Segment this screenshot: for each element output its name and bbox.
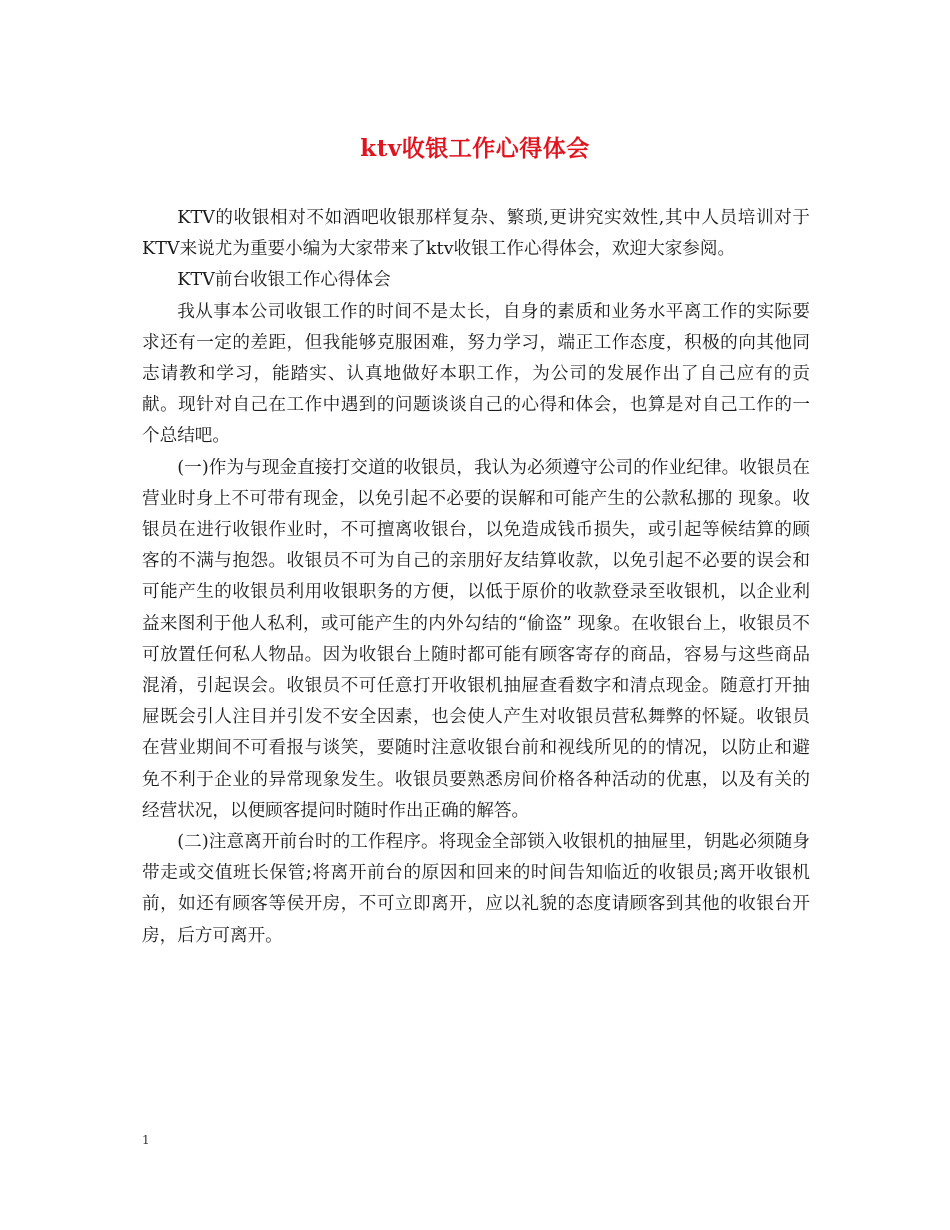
document-body: [142, 203, 810, 952]
paragraph-section-one: (一)作为与现金直接打交道的收银员，我认为必须遵守公司的作业纪律。收银员在营业时身上不可带有现金，以免引起不必要的误解和可能产生的公款私挪的 现象。收银员在进行收银作业时，不可擅离收银台，以免造成钱币损失，或引起等候结算的顾客的不满与抱怨。收银员不可为自己的亲朋好友结算收款，以免引起不必要的误会和可能产生的收银员利用收银职务的方便，以低于原价的收款登录至收银机，以企业利益来图利于他人私利，或可能产生的内外勾结的“偷盗” 现象。在收银台上，收银员不可放置任何私人物品。因为收银台上随时都可能有顾客寄存的商品，容易与这些商品混淆，引起误会。收银员不可任意打开收银机抽屉查看数字和清点现金。随意打开抽屉既会引人注目并引发不安全因素，也会使人产生对收银员营私舞弊的怀疑。收银员在营业期间不可看报与谈笑，要随时注意收银台前和视线所见的的情况，以防止和避免不利于企业的异常现象发生。收银员要熟悉房间价格各种活动的优惠，以及有关的经营状况，以便顾客提问时随时作出正确的解答。: [142, 457, 810, 821]
document-title: ktv收银工作心得体会: [360, 135, 590, 162]
paragraph-section-two: (二)注意离开前台时的工作程序。将现金全部锁入收银机的抽屉里，钥匙必须随身带走或交值班长保管;将离开前台的原因和回来的时间告知临近的收银员;离开收银机前，如还有顾客等侯开房，不可立即离开，应以礼貌的态度请顾客到其他的收银台开房，后方可离开。: [142, 832, 810, 946]
paragraph-subtitle: KTV前台收银工作心得体会: [177, 270, 391, 291]
paragraph-intro: KTV的收银相对不如酒吧收银那样复杂、繁琐,更讲究实效性,其中人员培训对于KTV来说尤为重要小编为大家带来了ktv收银工作心得体会，欢迎大家参阅。: [142, 208, 810, 260]
page-number: 1: [142, 1133, 150, 1147]
paragraph-summary: 我从事本公司收银工作的时间不是太长，自身的素质和业务水平离工作的实际要求还有一定的差距，但我能够克服困难，努力学习，端正工作态度，积极的向其他同志请教和学习，能踏实、认真地做好本职工作，为公司的发展作出了自己应有的贡献。现针对自己在工作中遇到的问题谈谈自己的心得和体会，也算是对自己工作的一个总结吧。: [142, 301, 810, 447]
